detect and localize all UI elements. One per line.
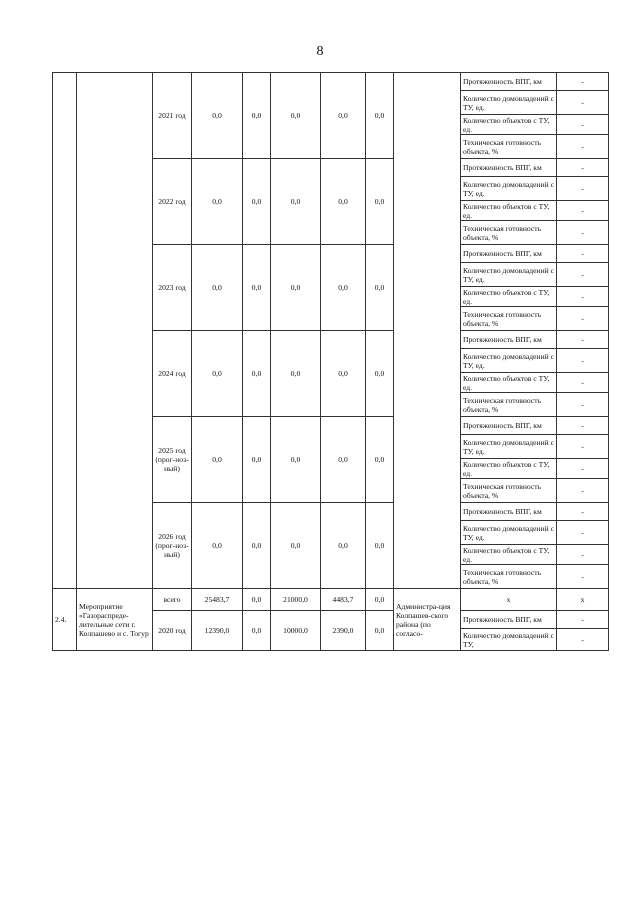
value-cell: 0,0 bbox=[366, 417, 394, 503]
indicator-cell: Количество объектов с ТУ, ед. bbox=[461, 373, 557, 393]
indicator-cell: Техническая готовность объекта, % bbox=[461, 221, 557, 245]
event-cell: Мероприятие «Газораспреде-лительные сети г. Колпашево и с. Тогур bbox=[77, 589, 153, 651]
value-cell: 25483,7 bbox=[192, 589, 243, 611]
value-cell: 0,0 bbox=[271, 331, 321, 417]
indicator-cell: Количество домовладений с ТУ, ед. bbox=[461, 521, 557, 545]
table-row bbox=[53, 73, 609, 91]
indicator-cell: Протяженность ВПГ, км bbox=[461, 417, 557, 435]
indicator-cell: Техническая готовность объекта, % bbox=[461, 393, 557, 417]
value-cell: 0,0 bbox=[366, 611, 394, 651]
target-cell: - bbox=[557, 611, 609, 629]
target-cell: - bbox=[557, 349, 609, 373]
value-cell: 4483,7 bbox=[321, 589, 366, 611]
page-number: 8 bbox=[316, 44, 324, 59]
value-cell: 0,0 bbox=[192, 417, 243, 503]
value-cell: 0,0 bbox=[192, 503, 243, 589]
target-cell: х bbox=[557, 589, 609, 611]
value-cell: 0,0 bbox=[192, 331, 243, 417]
target-cell: - bbox=[557, 263, 609, 287]
value-cell: 0,0 bbox=[192, 159, 243, 245]
indicator-cell: Техническая готовность объекта, % bbox=[461, 565, 557, 589]
total-label: всего bbox=[153, 589, 192, 611]
value-cell: 0,0 bbox=[243, 611, 271, 651]
value-cell: 0,0 bbox=[271, 159, 321, 245]
value-cell: 0,0 bbox=[321, 245, 366, 331]
value-cell: 0,0 bbox=[243, 503, 271, 589]
target-cell: - bbox=[557, 221, 609, 245]
target-cell: - bbox=[557, 177, 609, 201]
indicator-cell: Количество домовладений с ТУ, ед. bbox=[461, 177, 557, 201]
table-row bbox=[53, 589, 609, 611]
program-table bbox=[52, 72, 609, 651]
target-cell: - bbox=[557, 479, 609, 503]
value-cell: 0,0 bbox=[243, 331, 271, 417]
year-cell: 2020 год bbox=[153, 611, 192, 651]
indicator-cell: Техническая готовность объекта, % bbox=[461, 135, 557, 159]
target-cell: - bbox=[557, 73, 609, 91]
target-cell: - bbox=[557, 331, 609, 349]
target-cell: - bbox=[557, 307, 609, 331]
value-cell: 0,0 bbox=[243, 245, 271, 331]
target-cell: - bbox=[557, 435, 609, 459]
value-cell: 0,0 bbox=[321, 417, 366, 503]
value-cell: 0,0 bbox=[366, 159, 394, 245]
value-cell: 0,0 bbox=[243, 417, 271, 503]
value-cell: 0,0 bbox=[321, 159, 366, 245]
value-cell: 0,0 bbox=[192, 73, 243, 159]
value-cell: 0,0 bbox=[243, 73, 271, 159]
target-cell: - bbox=[557, 417, 609, 435]
target-cell: - bbox=[557, 115, 609, 135]
value-cell: 0,0 bbox=[366, 331, 394, 417]
value-cell: 0,0 bbox=[192, 245, 243, 331]
value-cell: 0,0 bbox=[243, 159, 271, 245]
year-cell: 2022 год bbox=[153, 159, 192, 245]
indicator-cell: Количество домовладений с ТУ, ед. bbox=[461, 263, 557, 287]
executor-cell bbox=[394, 73, 461, 589]
value-cell: 0,0 bbox=[366, 503, 394, 589]
indicator-cell: Количество домовладений с ТУ, bbox=[461, 629, 557, 651]
indicator-cell: Количество объектов с ТУ, ед. bbox=[461, 287, 557, 307]
indicator-cell: Количество домовладений с ТУ, ед. bbox=[461, 91, 557, 115]
indicator-cell: Количество объектов с ТУ, ед. bbox=[461, 115, 557, 135]
year-cell: 2026 год (прог-ноз-ный) bbox=[153, 503, 192, 589]
year-cell: 2024 год bbox=[153, 331, 192, 417]
indicator-cell: Протяженность ВПГ, км bbox=[461, 611, 557, 629]
indicator-cell: Протяженность ВПГ, км bbox=[461, 159, 557, 177]
target-cell: - bbox=[557, 393, 609, 417]
target-cell: - bbox=[557, 287, 609, 307]
target-cell: - bbox=[557, 245, 609, 263]
event-cell bbox=[77, 73, 153, 589]
indicator-cell: Количество домовладений с ТУ, ед. bbox=[461, 349, 557, 373]
target-cell: - bbox=[557, 201, 609, 221]
value-cell: 0,0 bbox=[271, 245, 321, 331]
indicator-cell: Протяженность ВПГ, км bbox=[461, 73, 557, 91]
target-cell: - bbox=[557, 629, 609, 651]
value-cell: 0,0 bbox=[271, 417, 321, 503]
target-cell: - bbox=[557, 459, 609, 479]
target-cell: - bbox=[557, 521, 609, 545]
indicator-cell: Количество объектов с ТУ, ед. bbox=[461, 545, 557, 565]
value-cell: 0,0 bbox=[321, 503, 366, 589]
indicator-cell: Количество домовладений с ТУ, ед. bbox=[461, 435, 557, 459]
number-cell: 2.4. bbox=[53, 589, 77, 651]
target-cell: - bbox=[557, 91, 609, 115]
value-cell: 0,0 bbox=[366, 589, 394, 611]
value-cell: 0,0 bbox=[366, 73, 394, 159]
year-cell: 2021 год bbox=[153, 73, 192, 159]
year-cell: 2025 год (прог-ноз-ный) bbox=[153, 417, 192, 503]
target-cell: - bbox=[557, 545, 609, 565]
target-cell: - bbox=[557, 135, 609, 159]
indicator-cell: Количество объектов с ТУ, ед. bbox=[461, 459, 557, 479]
indicator-cell: Техническая готовность объекта, % bbox=[461, 307, 557, 331]
target-cell: - bbox=[557, 565, 609, 589]
value-cell: 0,0 bbox=[271, 73, 321, 159]
year-cell: 2023 год bbox=[153, 245, 192, 331]
indicator-cell: Количество объектов с ТУ, ед. bbox=[461, 201, 557, 221]
indicator-cell: Протяженность ВПГ, км bbox=[461, 245, 557, 263]
indicator-cell: Протяженность ВПГ, км bbox=[461, 503, 557, 521]
value-cell: 12390,0 bbox=[192, 611, 243, 651]
target-cell: - bbox=[557, 159, 609, 177]
executor-cell: Администра-ция Колпашев-ского района (по согласо- bbox=[394, 589, 461, 651]
value-cell: 0,0 bbox=[321, 331, 366, 417]
value-cell: 0,0 bbox=[366, 245, 394, 331]
number-cell bbox=[53, 73, 77, 589]
value-cell: 0,0 bbox=[243, 589, 271, 611]
value-cell: 2390,0 bbox=[321, 611, 366, 651]
value-cell: 10000,0 bbox=[271, 611, 321, 651]
indicator-cell: Протяженность ВПГ, км bbox=[461, 331, 557, 349]
indicator-cell: Техническая готовность объекта, % bbox=[461, 479, 557, 503]
value-cell: 0,0 bbox=[321, 73, 366, 159]
indicator-cell: х bbox=[461, 589, 557, 611]
target-cell: - bbox=[557, 503, 609, 521]
value-cell: 0,0 bbox=[271, 503, 321, 589]
target-cell: - bbox=[557, 373, 609, 393]
value-cell: 21000,0 bbox=[271, 589, 321, 611]
